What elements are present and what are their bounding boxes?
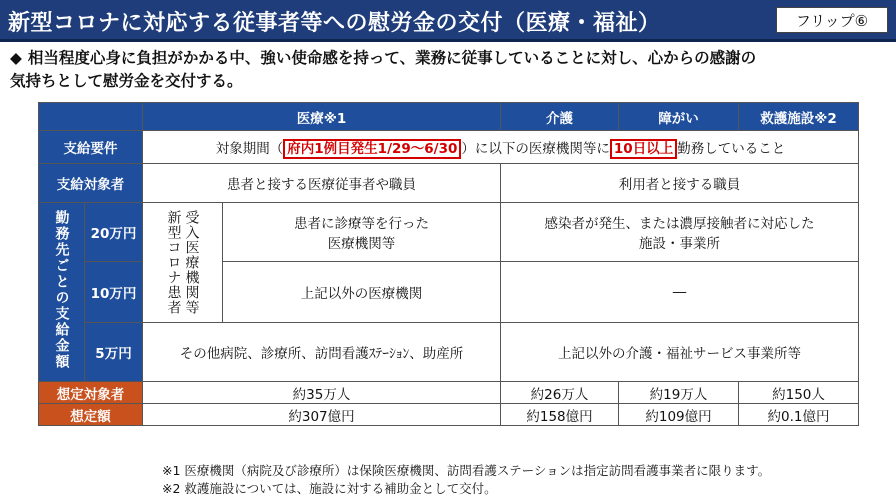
target-label: 支給対象者 <box>39 164 143 203</box>
requirement-text <box>143 131 859 164</box>
estimated-amount-disability: 約109億円 <box>619 404 739 426</box>
target-medical: 患者と接する医療従事者や職員 <box>143 164 501 203</box>
amount-10-label: 10万円 <box>85 262 143 323</box>
corner-cell <box>39 103 143 131</box>
amount-side-label <box>39 203 85 382</box>
allowance-table <box>38 102 859 426</box>
requirement-period: 府内1例目発生1/29～6/30 <box>283 139 461 159</box>
requirement-text-post: 勤務していること <box>677 141 786 157</box>
amount-5-medical: その他病院、診療所、訪問看護ｽﾃｰｼｮﾝ、助産所 <box>143 323 501 382</box>
title-bar <box>0 0 896 42</box>
estimated-people-label: 想定対象者 <box>39 382 143 404</box>
requirement-text-pre: 対象期間（ <box>215 141 284 157</box>
estimated-amount-medical: 約307億円 <box>143 404 501 426</box>
estimated-people-relief: 約150人 <box>739 382 859 404</box>
covid-label-col2: 受入医療機関等 <box>183 210 200 315</box>
col-header-medical: 医療※1 <box>143 103 501 131</box>
requirement-label: 支給要件 <box>39 131 143 164</box>
lead-line-1: 相当程度心身に負担がかかる中、強い使命感を持って、業務に従事していることに対し、心からの感謝の <box>27 49 757 67</box>
covid-hospital-label <box>143 203 223 323</box>
requirement-text-mid: ）に以下の医療機関等に <box>461 141 610 157</box>
col-header-disability: 障がい <box>619 103 739 131</box>
target-welfare: 利用者と接する職員 <box>501 164 859 203</box>
amount-20-medical-line2: 医療機関等 <box>327 236 396 252</box>
amount-row-20 <box>39 203 859 262</box>
estimated-amount-row <box>39 404 859 426</box>
footnote-2: ※2 救護施設については、施設に対する補助金として交付。 <box>162 481 497 496</box>
estimated-amount-label: 想定額 <box>39 404 143 426</box>
footnote-1: ※1 医療機関（病院及び診療所）は保険医療機関、訪問看護ステーションは指定訪問看護事業者に限ります。 <box>162 463 771 478</box>
requirement-days: 10日以上 <box>610 139 677 159</box>
col-header-care: 介護 <box>501 103 619 131</box>
estimated-people-disability: 約19万人 <box>619 382 739 404</box>
estimated-amount-relief: 約0.1億円 <box>739 404 859 426</box>
estimated-amount-care: 約158億円 <box>501 404 619 426</box>
covid-label-col1: 新型コロナ患者 <box>165 210 182 315</box>
amount-10-welfare: ― <box>501 262 859 323</box>
estimated-people-medical: 約35万人 <box>143 382 501 404</box>
footnotes <box>162 462 770 498</box>
amount-20-medical-line1: 患者に診療等を行った <box>294 216 429 232</box>
amount-20-medical <box>223 203 501 262</box>
requirement-row <box>39 131 859 164</box>
estimated-people-row <box>39 382 859 404</box>
col-header-relief: 救護施設※2 <box>739 103 859 131</box>
amount-10-medical: 上記以外の医療機関 <box>223 262 501 323</box>
diamond-bullet-icon: ◆ <box>10 49 22 67</box>
flip-label: フリップ⑥ <box>776 7 888 33</box>
amount-20-welfare-line2: 施設・事業所 <box>639 236 720 252</box>
column-header-row <box>39 103 859 131</box>
amount-row-5 <box>39 323 859 382</box>
amount-5-welfare: 上記以外の介護・福祉サービス事業所等 <box>501 323 859 382</box>
amount-5-label: 5万円 <box>85 323 143 382</box>
amount-side-label-text: 勤務先ごとの支給金額 <box>53 210 70 370</box>
lead-line-2: 気持ちとして慰労金を交付する。 <box>10 72 243 90</box>
target-row <box>39 164 859 203</box>
amount-20-welfare <box>501 203 859 262</box>
amount-20-welfare-line1: 感染者が発生、または濃厚接触者に対応した <box>544 216 815 232</box>
amount-20-label: 20万円 <box>85 203 143 262</box>
page-title: 新型コロナに対応する従事者等への慰労金の交付（医療・福祉） <box>8 11 661 36</box>
estimated-people-care: 約26万人 <box>501 382 619 404</box>
lead-paragraph <box>10 47 886 93</box>
